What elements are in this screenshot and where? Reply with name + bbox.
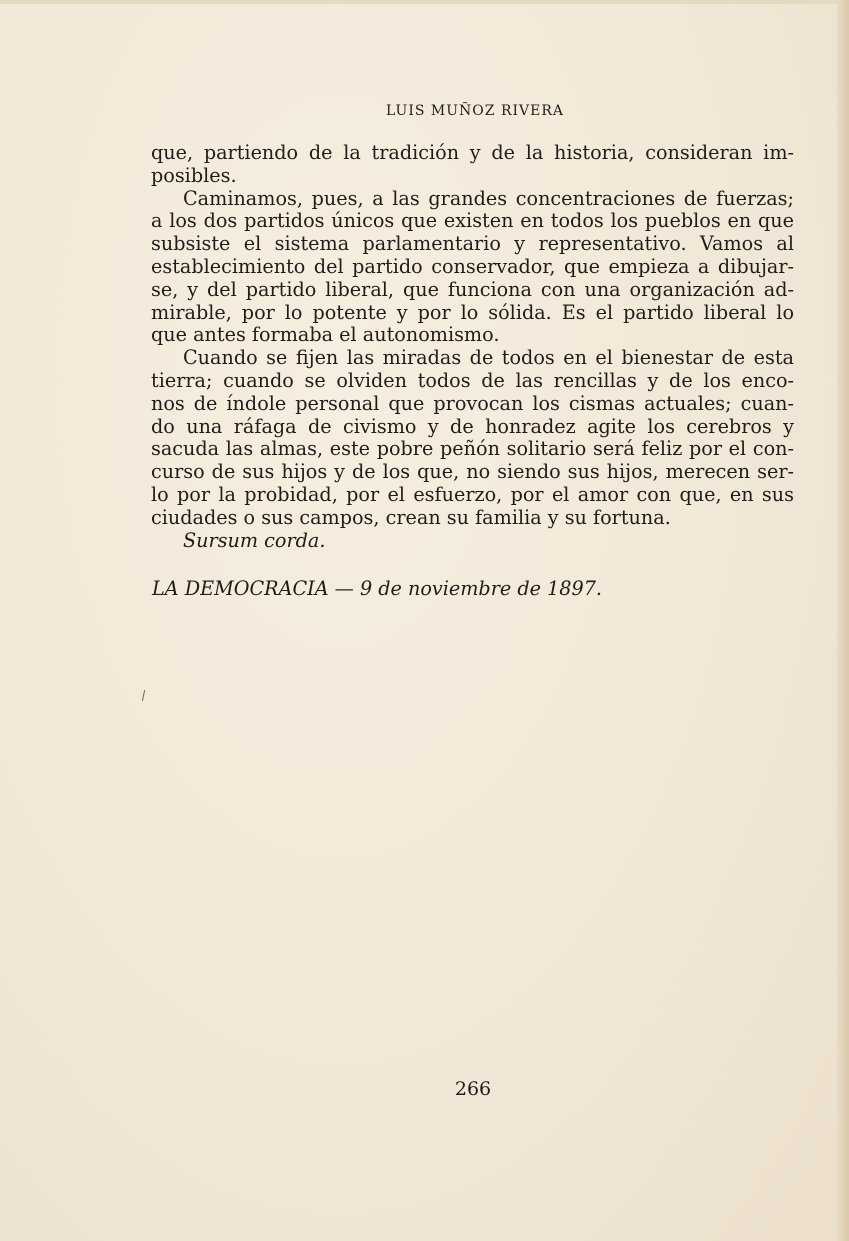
text-line: curso de sus hijos y de los que, no siendo sus hijos, merecen ser- [151,460,794,484]
text-line: a los dos partidos únicos que existen en todos los pueblos en que [151,209,794,233]
page-top-edge [0,0,849,4]
text-line: subsiste el sistema parlamentario y representativo. Vamos al [151,232,794,256]
text-line: mirable, por lo potente y por lo sólida. Es el partido liberal lo [151,300,794,324]
text-line: posibles. [151,163,237,187]
text-line: Caminamos, pues, a las grandes concentraciones de fuerzas; [183,186,794,210]
page-right-edge [837,0,849,1241]
text-line: tierra; cuando se olviden todos de las rencillas y de los enco- [151,368,794,392]
text-line: nos de índole personal que provocan los cismas actuales; cuan- [151,391,794,415]
body-text [151,142,794,552]
text-line: que antes formaba el autonomismo. [151,323,500,347]
text-line: ciudades o sus campos, crean su familia y su fortuna. [151,505,671,529]
text-line: establecimiento del partido conservador, que empieza a dibujar- [151,254,794,278]
text-line: do una ráfaga de civismo y de honradez agite los cerebros y [151,414,794,438]
text-line: Cuando se fijen las miradas de todos en el bienestar de esta [183,346,794,370]
text-line: sacuda las almas, este pobre peñón solitario será feliz por el con- [151,437,794,461]
text-line: se, y del partido liberal, que funciona con una organización ad- [151,277,794,301]
text-line: que, partiendo de la tradición y de la historia, consideran im- [151,141,794,164]
closing-phrase: Sursum corda. [183,528,326,552]
page-number: 266 [454,1078,492,1100]
running-head: LUIS MUÑOZ RIVERA [386,103,564,119]
text-line: lo por la probidad, por el esfuerzo, por el amor con que, en sus [151,482,794,506]
stray-pencil-mark [142,690,145,701]
dateline: LA DEMOCRACIA — 9 de noviembre de 1897. [152,577,603,600]
